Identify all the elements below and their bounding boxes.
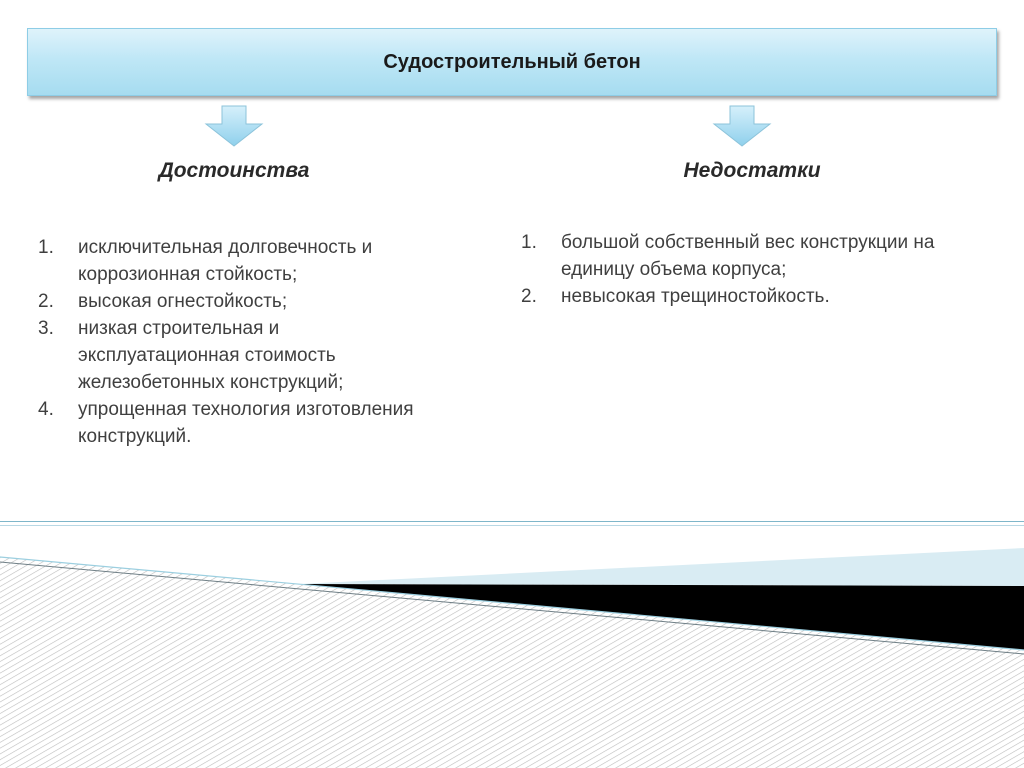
down-arrow-icon [712, 104, 772, 148]
list-text: высокая огнестойкость; [78, 291, 288, 312]
list-item [38, 234, 438, 288]
list-number: 1. [38, 237, 54, 258]
list-number: 4. [38, 399, 54, 420]
list-item [521, 229, 961, 283]
list-text: исключительная долговечность и коррозионная стойкость; [78, 237, 373, 285]
slide-title: Судостроительный бетон [383, 50, 641, 73]
list-item [38, 396, 438, 450]
title-banner [27, 28, 997, 96]
advantages-heading: Достоинства [158, 159, 310, 182]
divider-line [0, 521, 1024, 522]
divider-line [0, 525, 1024, 526]
decorative-footer [0, 540, 1024, 768]
list-number: 2. [38, 291, 54, 312]
list-number: 3. [38, 318, 54, 339]
list-text: большой собственный вес конструкции на единицу объема корпуса; [561, 232, 935, 280]
light-band [300, 548, 1024, 586]
disadvantages-heading: Недостатки [683, 159, 821, 182]
list-number: 1. [521, 232, 537, 253]
list-text: упрощенная технология изготовления конструкций. [78, 399, 414, 447]
list-item [38, 315, 438, 396]
advantages-list [38, 234, 438, 450]
disadvantages-list [521, 229, 961, 310]
list-item [521, 283, 961, 310]
list-text: невысокая трещиностойкость. [561, 286, 830, 307]
down-arrow-icon [204, 104, 264, 148]
list-number: 2. [521, 286, 537, 307]
list-text: низкая строительная и эксплуатационная стоимость железобетонных конструкций; [78, 318, 344, 393]
list-item [38, 288, 438, 315]
